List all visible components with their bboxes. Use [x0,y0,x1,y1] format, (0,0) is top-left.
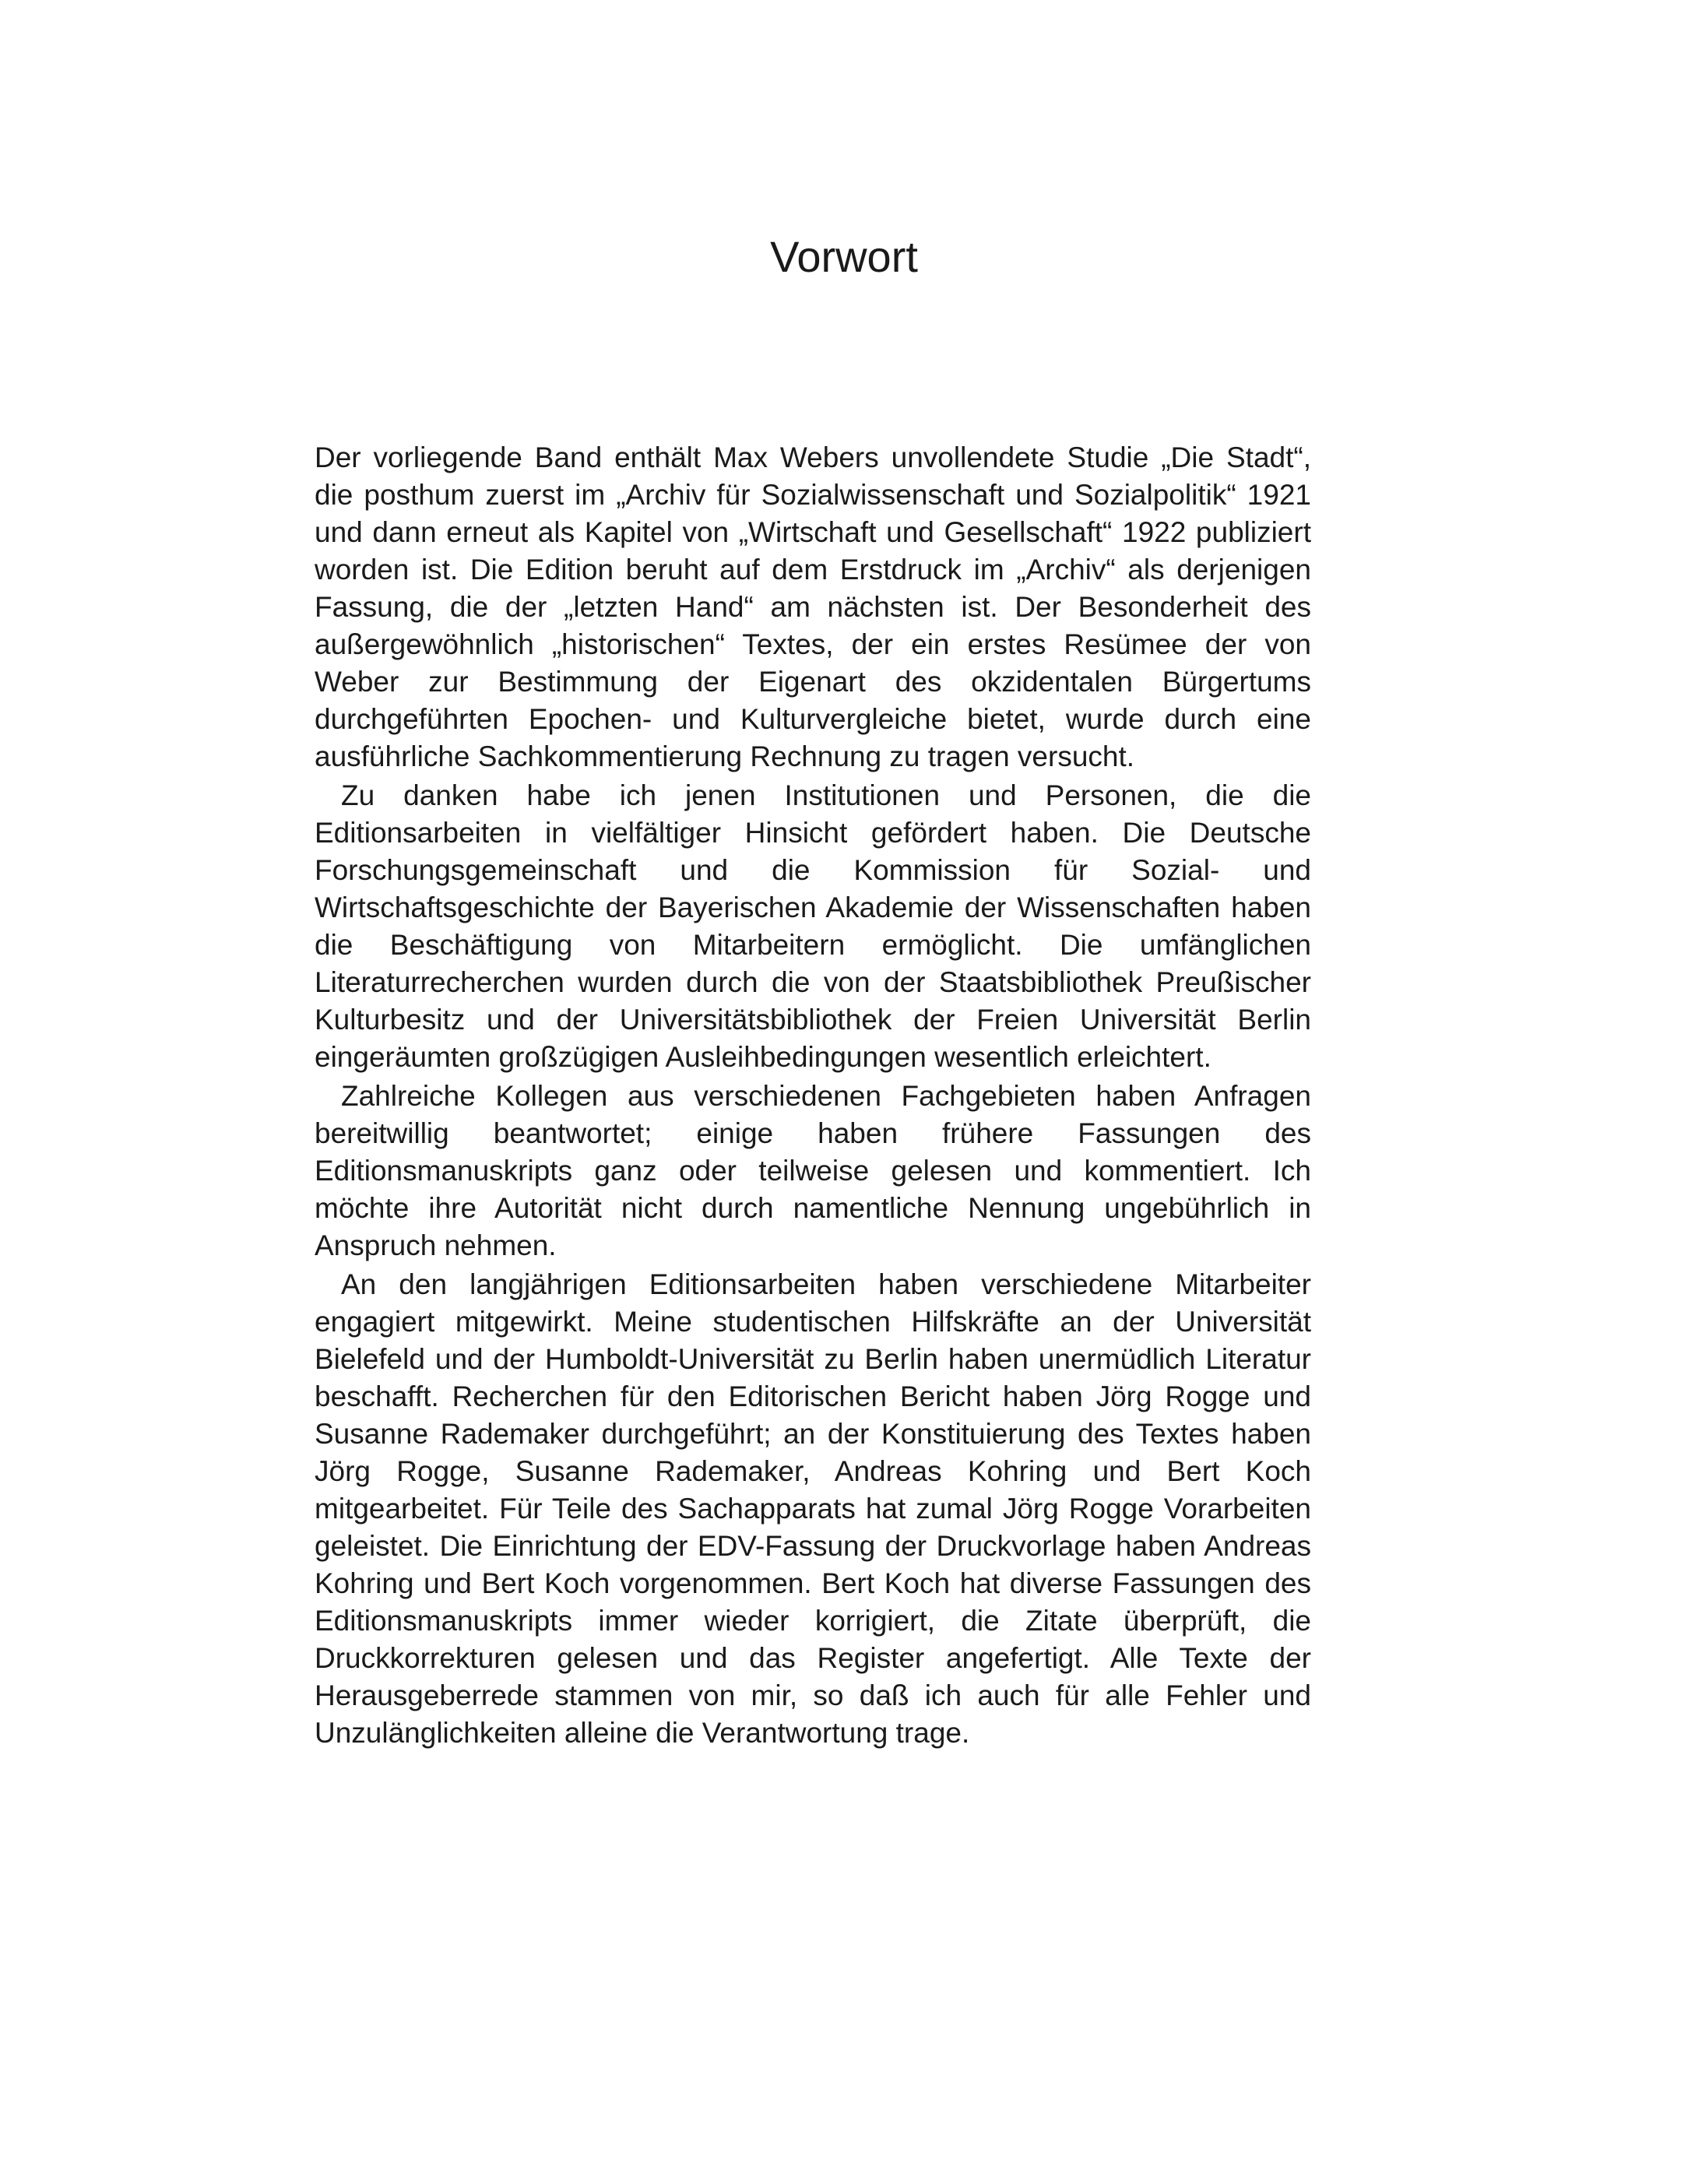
paragraph-2: Zu danken habe ich jenen Institutionen und Personen, die die Editionsarbeiten in vielfältiger Hinsicht gefördert haben. Die Deutsche Forschungsgemeinschaft und die Kommission für Sozial- und Wirtschaftsgeschichte der Bayerischen Akademie der Wissenschaften haben die Beschäftigung von Mitarbeitern ermöglicht. Die umfänglichen Literaturrecherchen wurden durch die von der Staatsbibliothek Preußischer Kulturbesitz und der Universitätsbibliothek der Freien Universität Berlin eingeräumten großzügigen Ausleihbedingungen wesentlich erleichtert. [315,779,1311,1073]
paragraph-1: Der vorliegende Band enthält Max Webers unvollendete Studie „Die Stadt“, die posthum zuerst im „Archiv für Sozialwissenschaft und Sozialpolitik“ 1921 und dann erneut als Kapitel von „Wirtschaft und Gesellschaft“ 1922 publiziert worden ist. Die Edition beruht auf dem Erstdruck im „Archiv“ als derjenigen Fassung, die der „letzten Hand“ am nächsten ist. Der Besonderheit des außergewöhnlich „historischen“ Textes, der ein erstes Resümee der von Weber zur Bestimmung der Eigenart des okzidentalen Bürgertums durchgeführten Epochen- und Kulturvergleiche bietet, wurde durch eine ausführliche Sachkommentierung Rechnung zu tragen versucht. [315,441,1311,772]
paragraph-3: Zahlreiche Kollegen aus verschiedenen Fachgebieten haben Anfragen bereitwillig beantwortet; einige haben frühere Fassungen des Editionsmanuskripts ganz oder teilweise gelesen und kommentiert. Ich möchte ihre Autorität nicht durch namentliche Nennung ungebührlich in Anspruch nehmen. [315,1080,1311,1261]
body-text [315,439,1311,1752]
page-title: Vorwort [770,232,918,281]
paragraph-4: An den langjährigen Editionsarbeiten haben verschiedene Mitarbeiter engagiert mitgewirkt. Meine studentischen Hilfskräfte an der Universität Bielefeld und der Humboldt-Universität zu Berlin haben unermüdlich Literatur beschafft. Recherchen für den Editorischen Bericht haben Jörg Rogge und Susanne Rademaker durchgeführt; an der Konstituierung des Textes haben Jörg Rogge, Susanne Rademaker, Andreas Kohring und Bert Koch mitgearbeitet. Für Teile des Sachapparats hat zumal Jörg Rogge Vorarbeiten geleistet. Die Einrichtung der EDV-Fassung der Druckvorlage haben Andreas Kohring und Bert Koch vorgenommen. Bert Koch hat diverse Fassungen des Editionsmanuskripts immer wieder korrigiert, die Zitate überprüft, die Druckkorrekturen gelesen und das Register angefertigt. Alle Texte der Herausgeberrede stammen von mir, so daß ich auch für alle Fehler und Unzulänglichkeiten alleine die Verantwortung trage. [315,1268,1311,1749]
